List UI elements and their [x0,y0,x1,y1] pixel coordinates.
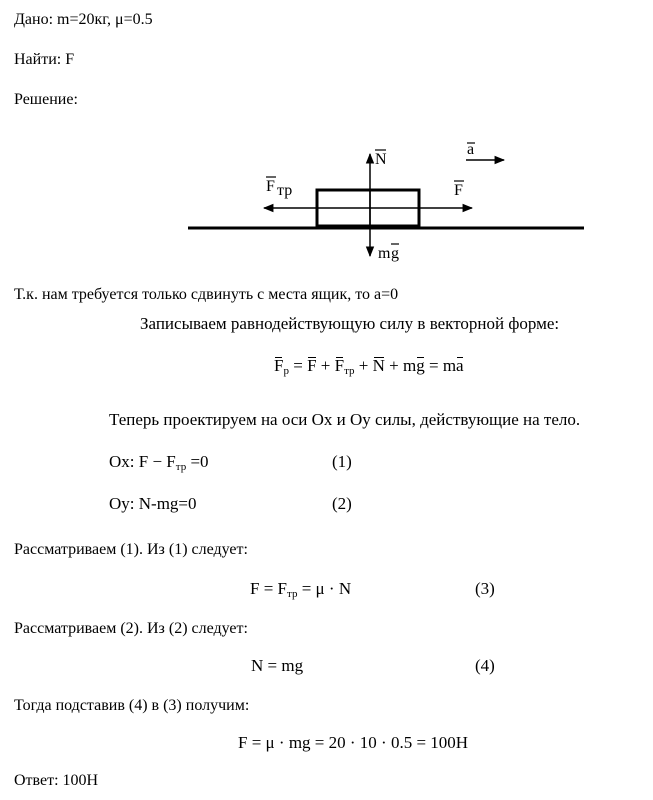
equation-ox [109,452,209,473]
eq3-prefix: F = F [250,579,287,598]
label-gravity-m: m [378,245,391,262]
eq-ox-sub: тр [175,461,187,473]
equation-vector [274,356,464,377]
eq3-sub: тр [287,588,298,600]
solution-heading: Решение: [14,91,78,108]
eq-vector-lhs-sub: p [283,365,289,377]
equation-3 [250,579,351,600]
equation-ox-number: (1) [332,452,352,471]
equation-3-number: (3) [475,579,495,598]
eq-vector-plus3: + m [384,356,417,375]
line-consider-1: Рассматриваем (1). Из (1) следует: [14,541,248,558]
eq-vector-lhs: F [274,356,284,375]
eq-vector-n: N [372,356,385,375]
label-friction-sub: тр [277,182,293,199]
label-acceleration: a [467,141,475,158]
eq-vector-plus1: + [316,356,335,375]
label-normal: N [375,151,387,168]
eq-vector-ftr: F [334,356,345,375]
eq-vector-f: F [307,356,317,375]
eq-vector-ftr-sub: тр [344,365,355,377]
force-diagram [180,140,600,270]
equation-oy: Oy: N-mg=0 [109,494,197,513]
label-friction: F [266,178,275,195]
line-substitute: Тогда подставив (4) в (3) получим: [14,697,250,714]
label-force: F [454,182,463,199]
line-vector-form: Записываем равнодействующую силу в векторной форме: [140,314,560,333]
label-gravity-g: g [391,245,399,262]
line-consider-2: Рассматриваем (2). Из (2) следует: [14,620,248,637]
eq-vector-a: a [456,356,464,375]
eq-ox-suffix: =0 [186,452,209,471]
equation-4-number: (4) [475,656,495,675]
eq-vector-equals: = [288,356,308,375]
equation-5: F = μ · mg = 20 · 10 · 0.5 = 100H [238,733,469,752]
answer: Ответ: 100H [14,772,99,789]
line-since: Т.к. нам требуется только сдвинуть с места ящик, то a=0 [14,286,399,303]
eq3-suffix: = μ · N [297,579,352,598]
equation-4: N = mg [251,656,304,675]
line-project: Теперь проектируем на оси Ox и Oy силы, действующие на тело. [109,410,581,429]
eq-vector-equals2: = m [424,356,457,375]
eq-vector-plus2: + [354,356,373,375]
equation-oy-number: (2) [332,494,352,513]
eq-ox-prefix: Ox: F − F [109,452,176,471]
given-line: Дано: m=20кг, μ=0.5 [14,11,153,28]
find-line: Найти: F [14,51,75,68]
eq-vector-g: g [416,356,425,375]
